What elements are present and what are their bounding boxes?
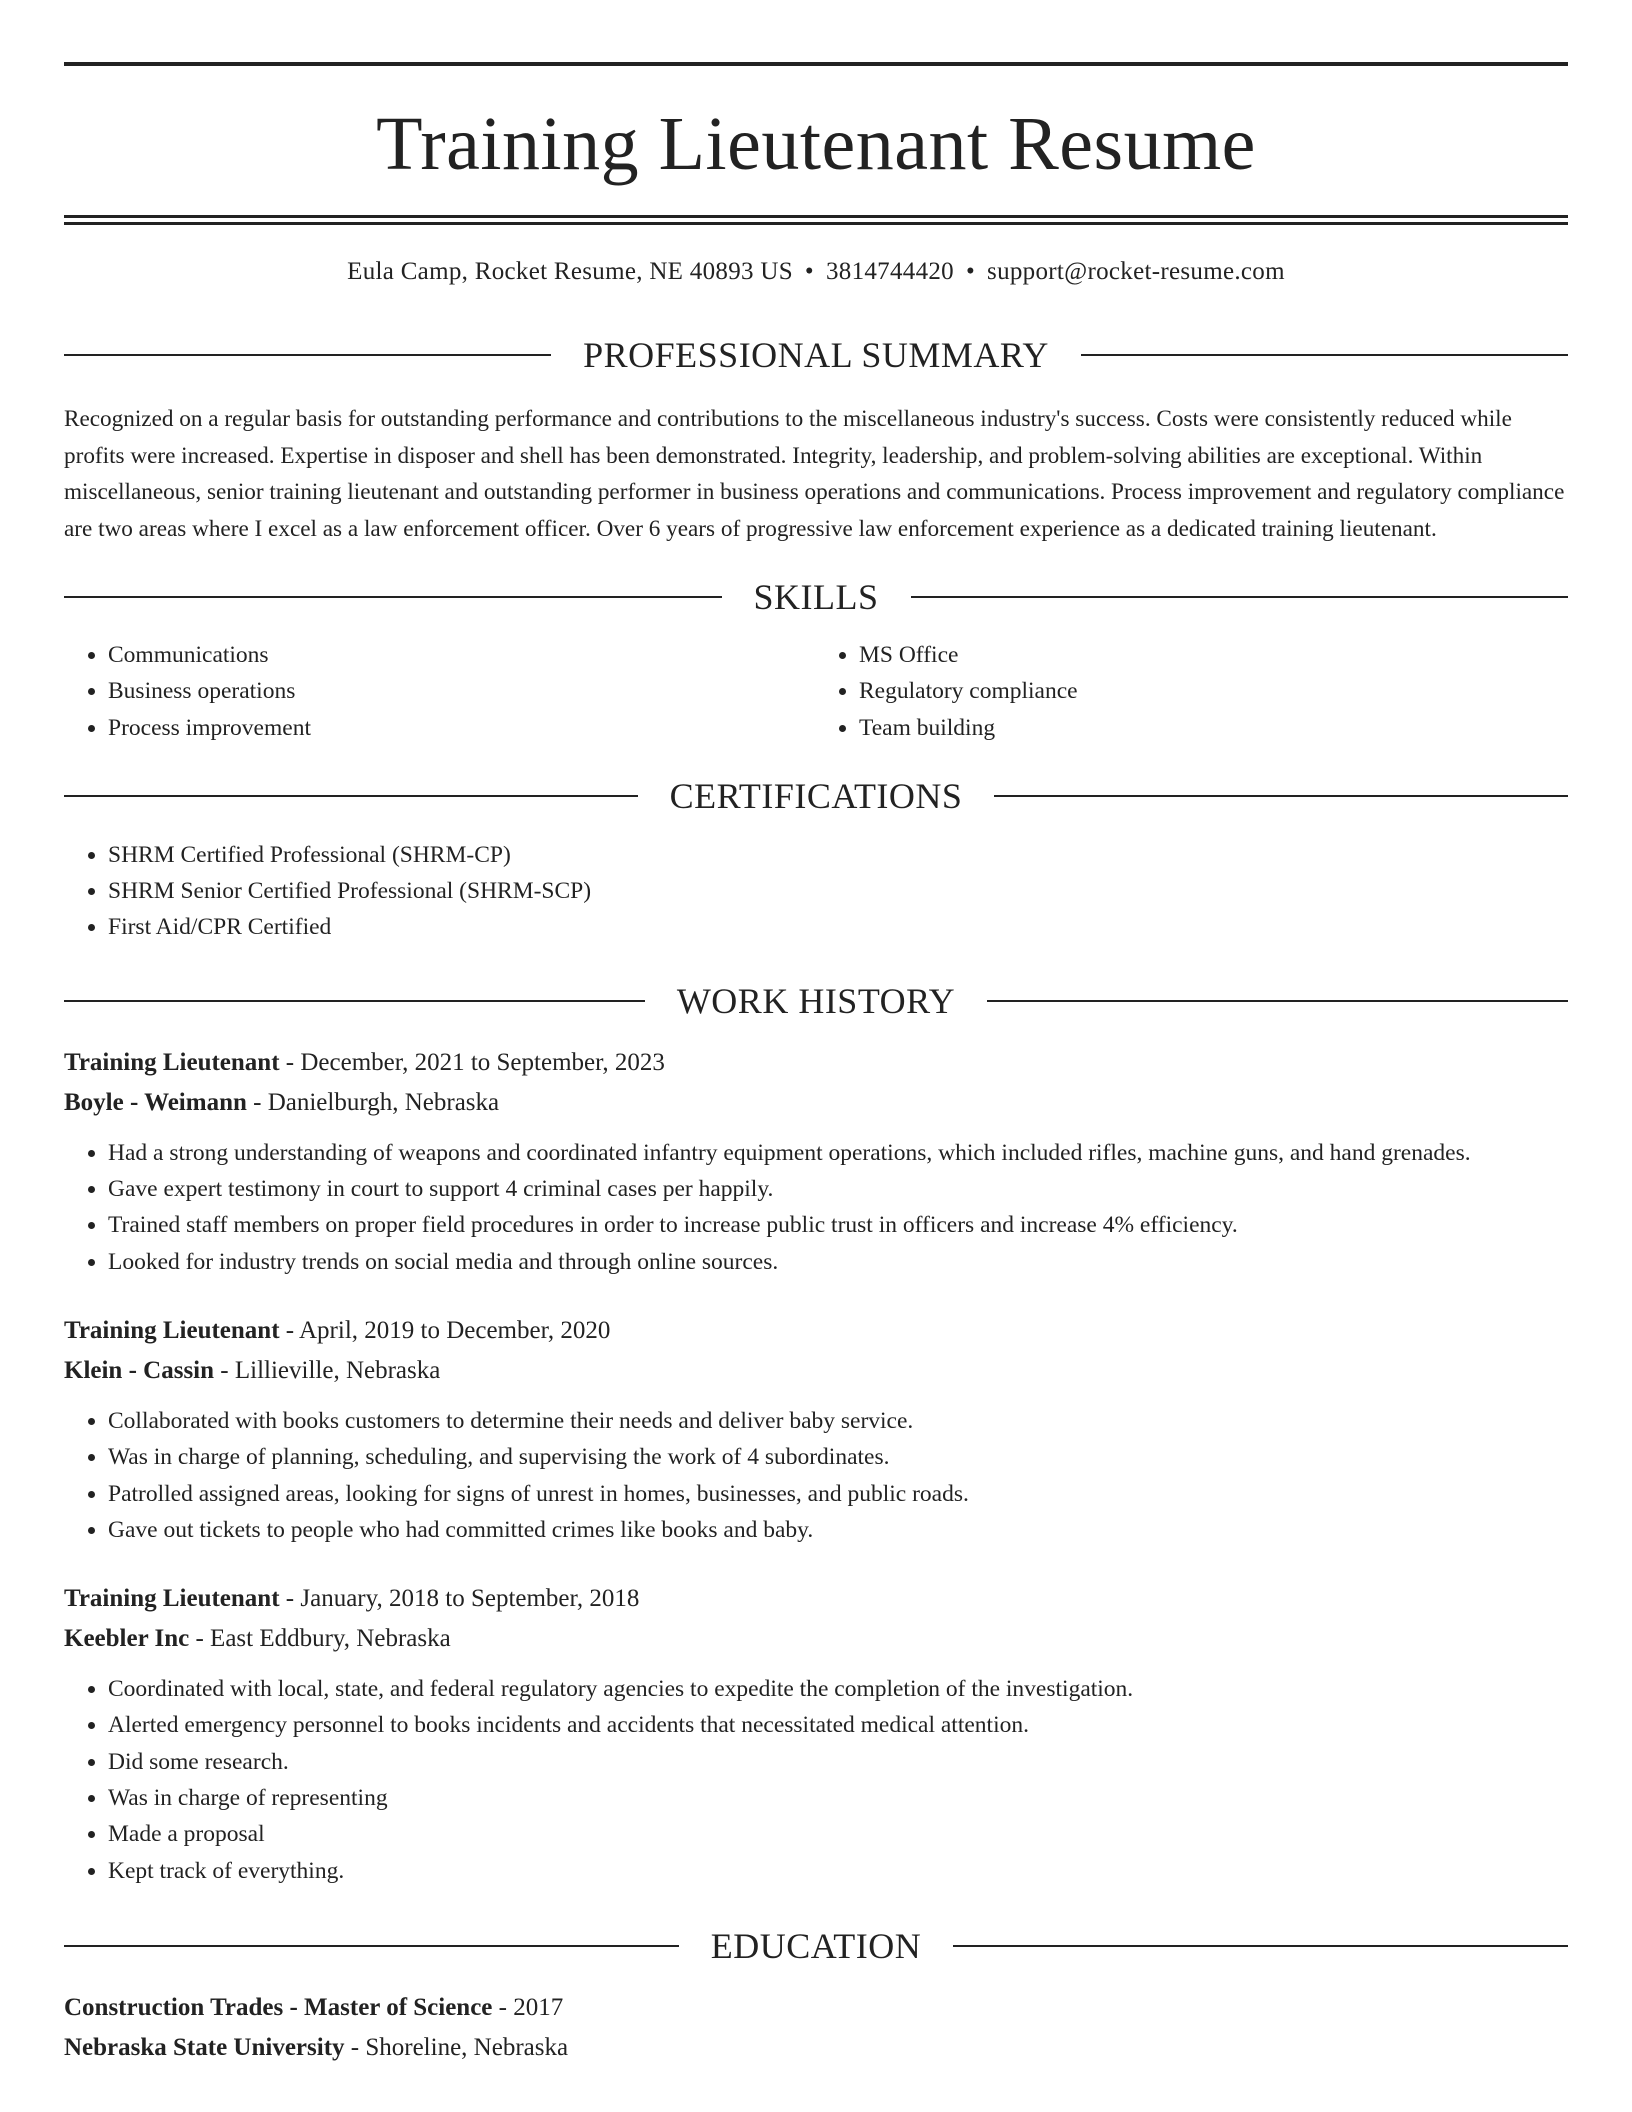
job-duty: • Was in charge of representing [108, 1780, 1568, 1816]
education-heading-label: EDUCATION [710, 1925, 922, 1966]
title-double-rule [64, 215, 1568, 225]
skill-item: • Business operations [108, 673, 817, 709]
heading-rule-right [994, 795, 1568, 797]
contact-separator: • [965, 258, 976, 285]
heading-rule-left [64, 795, 638, 797]
job-title-line [64, 1311, 1568, 1351]
job-location: - East Eddbury, Nebraska [189, 1625, 451, 1653]
page-title: Training Lieutenant Resume [376, 102, 1256, 186]
certification-item: • SHRM Certified Professional (SHRM-CP) [108, 837, 1568, 873]
contact-separator: • [804, 258, 814, 285]
job-duty: • Kept track of everything. [108, 1853, 1568, 1889]
job-duty: • Alerted emergency personnel to books incidents and accidents that necessitated medical attention. [108, 1707, 1568, 1743]
skills-heading-label: SKILLS [753, 577, 879, 617]
job-duty: • Gave expert testimony in court to support 4 criminal cases per happily. [108, 1171, 1568, 1207]
job-company: Boyle - Weimann [64, 1088, 247, 1116]
certification-item: • SHRM Senior Certified Professional (SHRM-SCP) [108, 873, 1568, 909]
work-entry [64, 1311, 1568, 1548]
contact-email: support@rocket-resume.com [987, 258, 1285, 285]
skills-list-left [64, 637, 817, 746]
job-dates: - January, 2018 to September, 2018 [279, 1585, 640, 1613]
heading-rule-right [953, 1945, 1568, 1947]
education-location: - Shoreline, Nebraska [344, 2033, 569, 2061]
job-duty: • Looked for industry trends on social media and through online sources. [108, 1244, 1568, 1280]
job-duty: • Was in charge of planning, scheduling, and supervising the work of 4 subordinates. [108, 1439, 1568, 1475]
contact-address: Eula Camp, Rocket Resume, NE 40893 US [347, 258, 793, 285]
education-entry [64, 1988, 1568, 2068]
work-entry [64, 1579, 1568, 1889]
job-duties-list [64, 1135, 1568, 1280]
skill-item: • MS Office [859, 637, 1568, 673]
job-company: Klein - Cassin [64, 1356, 215, 1384]
education-year: - 2017 [492, 1993, 564, 2021]
skills-section-heading [64, 577, 1568, 617]
heading-rule-left [64, 1945, 679, 1947]
job-location: - Danielburgh, Nebraska [246, 1088, 500, 1116]
education-degree: Construction Trades - Master of Science [64, 1993, 493, 2021]
job-title: Training Lieutenant [64, 1048, 280, 1076]
certification-item: • First Aid/CPR Certified [108, 909, 1568, 945]
top-rule [64, 62, 1568, 66]
job-title: Training Lieutenant [64, 1585, 280, 1613]
skill-item: • Regulatory compliance [859, 673, 1568, 709]
job-company: Keebler Inc [64, 1625, 190, 1653]
job-duty: • Coordinated with local, state, and federal regulatory agencies to expedite the completion of the investigation. [108, 1671, 1568, 1707]
certifications-section-heading [64, 776, 1568, 816]
summary-text: Recognized on a regular basis for outstanding performance and contributions to the miscellaneous industry's success. Costs were consistently reduced while profits were increased. Expertise in disposer and shell has been demonstrated. Integrity, leadership, and problem-solving abilities are exceptional. Within miscellaneous, senior training lieutenant and outstanding performer in business operations and communications. Process improvement and regulatory compliance are two areas where I excel as a law enforcement officer. Over 6 years of progressive law enforcement experience as a dedicated training lieutenant. [64, 406, 1565, 542]
job-title-line [64, 1043, 1568, 1083]
education-school-line [64, 2028, 1568, 2068]
job-location: - Lillieville, Nebraska [214, 1356, 441, 1384]
job-duty: • Had a strong understanding of weapons and coordinated infantry equipment operations, which included rifles, machine guns, and hand grenades. [108, 1135, 1568, 1171]
job-company-line [64, 1083, 1568, 1123]
work-history-heading-label: WORK HISTORY [676, 980, 956, 1021]
job-title-line [64, 1579, 1568, 1619]
heading-rule-right [987, 1000, 1568, 1002]
job-dates: - April, 2019 to December, 2020 [279, 1316, 611, 1344]
job-duty: • Patrolled assigned areas, looking for signs of unrest in homes, businesses, and public roads. [108, 1476, 1568, 1512]
work-history-section-heading [64, 981, 1568, 1021]
job-duties-list [64, 1671, 1568, 1889]
job-duty: • Made a proposal [108, 1816, 1568, 1852]
job-duty: • Did some research. [108, 1744, 1568, 1780]
education-degree-line [64, 1988, 1568, 2028]
heading-rule-right [1081, 354, 1568, 356]
skills-list-right [817, 637, 1568, 746]
certifications-list [64, 837, 1568, 946]
job-duties-list [64, 1403, 1568, 1548]
job-duty: • Gave out tickets to people who had committed crimes like books and baby. [108, 1512, 1568, 1548]
certifications-heading-label: CERTIFICATIONS [669, 775, 963, 816]
job-title: Training Lieutenant [64, 1316, 280, 1344]
heading-rule-left [64, 596, 722, 598]
contact-line [64, 255, 1568, 289]
job-company-line [64, 1351, 1568, 1391]
summary-heading-label: PROFESSIONAL SUMMARY [583, 335, 1049, 375]
summary-section-heading [64, 335, 1568, 375]
job-dates: - December, 2021 to September, 2023 [279, 1048, 665, 1076]
education-section-heading [64, 1926, 1568, 1966]
contact-phone: 3814744420 [825, 258, 954, 285]
skill-item: • Communications [108, 637, 817, 673]
skill-item: • Process improvement [108, 710, 817, 746]
work-entry [64, 1043, 1568, 1280]
heading-rule-left [64, 354, 551, 356]
skills-grid [64, 637, 1568, 746]
heading-rule-right [911, 596, 1569, 598]
job-duty: • Collaborated with books customers to determine their needs and deliver baby service. [108, 1403, 1568, 1439]
job-duty: • Trained staff members on proper field procedures in order to increase public trust in officers and increase 4% efficiency. [108, 1207, 1568, 1243]
job-company-line [64, 1619, 1568, 1659]
heading-rule-left [64, 1000, 645, 1002]
skill-item: • Team building [859, 710, 1568, 746]
education-school: Nebraska State University [64, 2033, 345, 2061]
